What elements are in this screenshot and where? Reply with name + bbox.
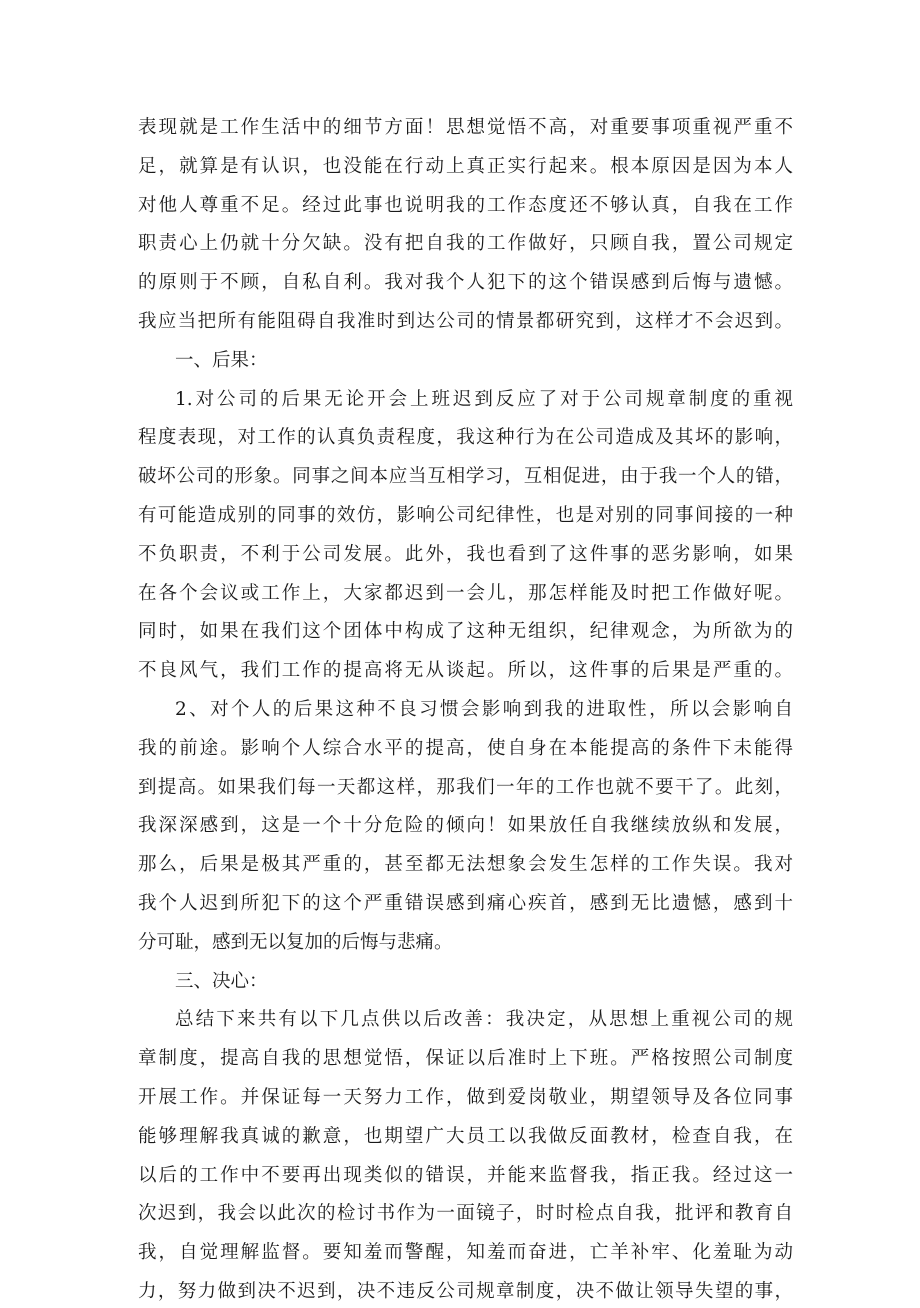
text-line: 能够理解我真诚的歉意，也期望广大员工以我做反面教材，检查自我，在 bbox=[138, 1126, 793, 1147]
text-line: 以后的工作中不要再出现类似的错误，并能来监督我，指正我。经过这一 bbox=[138, 1165, 793, 1186]
text-line: 我深深感到，这是一个十分危险的倾向！如果放任自我继续放纵和发展， bbox=[138, 815, 793, 836]
text-line: 我应当把所有能阻碍自我准时到达公司的情景都研究到，这样才不会迟到。 bbox=[138, 311, 793, 332]
text-line: 章制度，提高自我的思想觉悟，保证以后准时上下班。严格按照公司制度 bbox=[138, 1048, 793, 1069]
text-line: 分可耻，感到无以复加的后悔与悲痛。 bbox=[138, 932, 453, 953]
text-line: 不良风气，我们工作的提高将无从谈起。所以，这件事的后果是严重的。 bbox=[138, 660, 793, 681]
paragraph-first-line: 2、对个人的后果这种不良习惯会影响到我的进取性，所以会影响自 bbox=[175, 699, 793, 720]
text-line: 表现就是工作生活中的细节方面！思想觉悟不高，对重要事项重视严重不 bbox=[138, 117, 793, 138]
text-line: 同时，如果在我们这个团体中构成了这种无组织，纪律观念，为所欲为的 bbox=[138, 621, 793, 642]
text-line: 我个人迟到所犯下的这个严重错误感到痛心疾首，感到无比遗憾，感到十 bbox=[138, 893, 793, 914]
text-line: 有可能造成别的同事的效仿，影响公司纪律性，也是对别的同事间接的一种 bbox=[138, 505, 793, 526]
text-line: 对他人尊重不足。经过此事也说明我的工作态度还不够认真，自我在工作 bbox=[138, 195, 793, 216]
text-line: 那么，后果是极其严重的，甚至都无法想象会发生怎样的工作失误。我对 bbox=[138, 854, 793, 875]
paragraph-first-line: 三、决心： bbox=[175, 971, 268, 992]
text-line: 到提高。如果我们每一天都这样，那我们一年的工作也就不要干了。此刻， bbox=[138, 777, 793, 798]
text-line: 次迟到，我会以此次的检讨书作为一面镜子，时时检点自我，批评和教育自 bbox=[138, 1203, 793, 1224]
paragraph-first-line: 总结下来共有以下几点供以后改善：我决定，从思想上重视公司的规 bbox=[175, 1009, 793, 1030]
text-line: 程度表现，对工作的认真负责程度，我这种行为在公司造成及其坏的影响， bbox=[138, 427, 793, 448]
text-line: 力，努力做到决不迟到，决不违反公司规章制度，决不做让领导失望的事， bbox=[138, 1281, 793, 1302]
text-line: 职责心上仍就十分欠缺。没有把自我的工作做好，只顾自我，置公司规定 bbox=[138, 233, 793, 254]
text-line: 我的前途。影响个人综合水平的提高，使自身在本能提高的条件下未能得 bbox=[138, 738, 793, 759]
text-line: 的原则于不顾，自私自利。我对我个人犯下的这个错误感到后悔与遗憾。 bbox=[138, 272, 793, 293]
text-line: 在各个会议或工作上，大家都迟到一会儿，那怎样能及时把工作做好呢。 bbox=[138, 583, 793, 604]
text-line: 不负职责，不利于公司发展。此外，我也看到了这件事的恶劣影响，如果 bbox=[138, 544, 793, 565]
text-line: 我，自觉理解监督。要知羞而警醒，知羞而奋进，亡羊补牢、化羞耻为动 bbox=[138, 1242, 793, 1263]
paragraph-first-line: 一、后果： bbox=[175, 350, 268, 371]
text-line: 足，就算是有认识，也没能在行动上真正实行起来。根本原因是因为本人 bbox=[138, 156, 793, 177]
text-line: 开展工作。并保证每一天努力工作，做到爱岗敬业，期望领导及各位同事 bbox=[138, 1087, 793, 1108]
text-line: 破坏公司的形象。同事之间本应当互相学习，互相促进，由于我一个人的错， bbox=[138, 466, 793, 487]
paragraph-first-line: 1.对公司的后果无论开会上班迟到反应了对于公司规章制度的重视 bbox=[175, 389, 793, 410]
